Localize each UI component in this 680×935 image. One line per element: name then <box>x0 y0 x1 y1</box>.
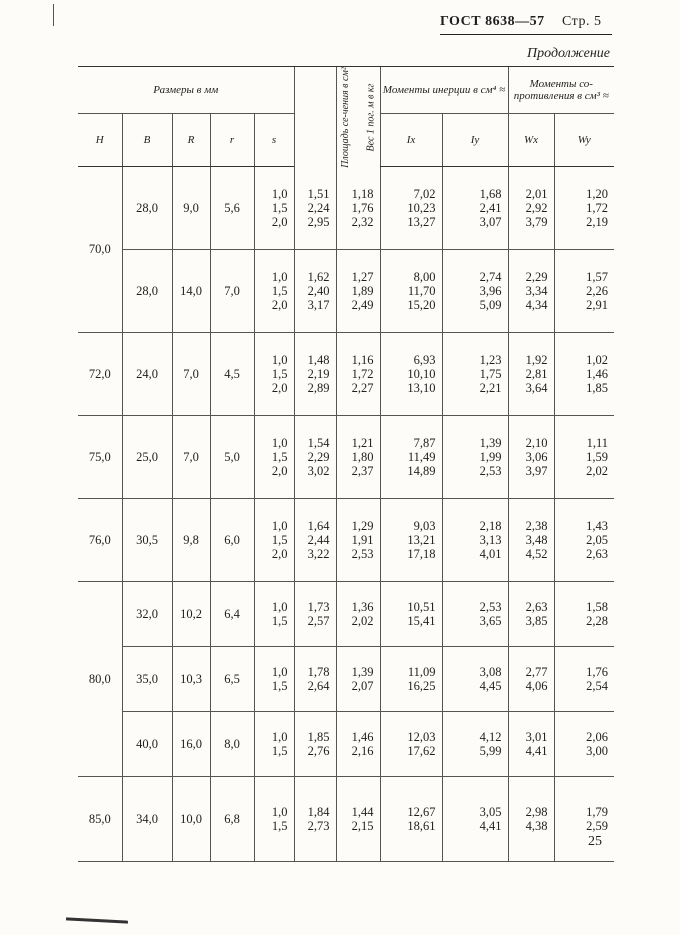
cell-weight <box>336 333 380 416</box>
cell-value: 1,48 <box>307 353 330 367</box>
cell-s <box>254 416 294 499</box>
cell-h: 70,0 <box>88 242 111 256</box>
cell-value: 2,77 <box>525 665 548 679</box>
cell-value: 1,16 <box>351 353 374 367</box>
cell-value: 1,92 <box>525 353 548 367</box>
cell-value: 12,67 <box>407 805 436 819</box>
cell-value: 3,17 <box>307 298 330 312</box>
cell-wy <box>554 416 614 499</box>
cell-ix <box>380 499 442 582</box>
header-sizes: Размеры в мм <box>78 67 294 114</box>
cell-iy <box>442 499 508 582</box>
cell-value: 3,02 <box>307 464 330 478</box>
cell-value: 2,74 <box>479 270 502 284</box>
cell-value: 2,29 <box>525 270 548 284</box>
cell-value: 11,49 <box>407 450 436 464</box>
cell-r-big: 14,0 <box>172 250 210 333</box>
cell-weight <box>336 777 380 862</box>
cell-value: 1,21 <box>351 436 374 450</box>
cell-value: 2,57 <box>307 614 330 628</box>
cell-iy <box>442 333 508 416</box>
cell-value: 4,01 <box>479 547 502 561</box>
cell-value: 1,36 <box>351 600 374 614</box>
cell-b: 32,0 <box>122 582 172 647</box>
col-r-small: r <box>210 114 254 167</box>
cell-value: 1,0 <box>271 270 288 284</box>
cell-value: 4,41 <box>479 819 502 833</box>
cell-b: 28,0 <box>122 167 172 250</box>
table-row <box>78 333 614 416</box>
cell-value: 2,02 <box>351 614 374 628</box>
continuation-label: Продолжение <box>527 46 610 61</box>
cell-weight <box>336 647 380 712</box>
cell-value: 1,5 <box>271 819 288 833</box>
margin-mark <box>53 4 54 26</box>
cell-value: 18,61 <box>407 819 436 833</box>
cell-value: 3,00 <box>586 744 609 758</box>
cell-value: 5,99 <box>479 744 502 758</box>
cell-value: 1,91 <box>351 533 374 547</box>
cell-value: 1,0 <box>271 519 288 533</box>
cell-iy <box>442 647 508 712</box>
cell-value: 2,63 <box>525 600 548 614</box>
cell-wy <box>554 250 614 333</box>
cell-value: 2,26 <box>586 284 609 298</box>
table-row <box>78 250 614 333</box>
cell-s <box>254 167 294 250</box>
cell-value: 2,53 <box>479 600 502 614</box>
cell-value: 7,87 <box>413 436 436 450</box>
cell-wx <box>508 647 554 712</box>
cell-value: 2,54 <box>586 679 609 693</box>
header-rule <box>440 34 612 35</box>
cell-ix <box>380 250 442 333</box>
cell-r-small: 6,4 <box>210 582 254 647</box>
cell-value: 1,39 <box>479 436 502 450</box>
cell-value: 3,01 <box>525 730 548 744</box>
cell-value: 3,05 <box>479 805 502 819</box>
cell-value: 2,44 <box>307 533 330 547</box>
cell-wx <box>508 777 554 862</box>
cell-r-big: 9,8 <box>172 499 210 582</box>
cell-value: 1,46 <box>351 730 374 744</box>
cell-value: 1,5 <box>271 744 288 758</box>
cell-value: 1,23 <box>479 353 502 367</box>
cell-r-small: 6,5 <box>210 647 254 712</box>
cell-value: 14,89 <box>407 464 436 478</box>
cell-value: 1,73 <box>307 600 330 614</box>
cell-value: 8,00 <box>413 270 436 284</box>
cell-value: 4,06 <box>525 679 548 693</box>
cell-r-small: 5,6 <box>210 167 254 250</box>
cell-weight <box>336 499 380 582</box>
cell-value: 3,65 <box>479 614 502 628</box>
cell-area <box>294 416 336 499</box>
cell-value: 1,5 <box>271 679 288 693</box>
cell-value: 17,62 <box>407 744 436 758</box>
cell-value: 2,41 <box>479 201 502 215</box>
cell-value: 2,28 <box>586 614 609 628</box>
cell-value: 1,43 <box>586 519 609 533</box>
cell-value: 2,10 <box>525 436 548 450</box>
cell-value: 1,44 <box>351 805 374 819</box>
cell-s <box>254 499 294 582</box>
cell-value: 4,38 <box>525 819 548 833</box>
cell-wy <box>554 167 614 250</box>
cell-iy <box>442 250 508 333</box>
cell-wx <box>508 499 554 582</box>
cell-area <box>294 333 336 416</box>
cell-wy <box>554 712 614 777</box>
cell-s <box>254 333 294 416</box>
cell-value: 10,51 <box>407 600 436 614</box>
cell-iy <box>442 712 508 777</box>
cell-iy <box>442 167 508 250</box>
cell-value: 3,96 <box>479 284 502 298</box>
cell-b: 30,5 <box>122 499 172 582</box>
scan-mark <box>66 917 128 923</box>
cell-value: 2,91 <box>586 298 609 312</box>
cell-r-small: 6,8 <box>210 777 254 862</box>
table-row <box>78 167 614 250</box>
cell-value: 4,12 <box>479 730 502 744</box>
cell-value: 13,27 <box>407 215 436 229</box>
cell-wx <box>508 582 554 647</box>
cell-value: 3,34 <box>525 284 548 298</box>
cell-wx <box>508 333 554 416</box>
cell-r-small: 6,0 <box>210 499 254 582</box>
header-inertia: Моменты инерции в см⁴ ≈ <box>380 67 508 114</box>
cell-weight <box>336 582 380 647</box>
page-label: Стр. 5 <box>562 14 602 29</box>
cell-b: 34,0 <box>122 777 172 862</box>
cell-value: 1,0 <box>271 187 288 201</box>
cell-value: 1,72 <box>351 367 374 381</box>
cell-value: 1,5 <box>271 367 288 381</box>
cell-value: 1,27 <box>351 270 374 284</box>
cell-wx <box>508 167 554 250</box>
cell-value: 1,57 <box>586 270 609 284</box>
cell-value: 2,19 <box>586 215 609 229</box>
cell-weight <box>336 250 380 333</box>
cell-value: 1,76 <box>351 200 374 215</box>
cell-iy <box>442 416 508 499</box>
cell-value: 2,0 <box>271 464 288 478</box>
cell-value: 2,38 <box>525 519 548 533</box>
cell-area <box>294 167 336 250</box>
cell-area <box>294 582 336 647</box>
cell-value: 1,5 <box>271 201 288 215</box>
cell-weight <box>336 416 380 499</box>
cell-value: 1,79 <box>586 805 609 819</box>
cell-value: 1,84 <box>307 805 330 819</box>
cell-value: 2,92 <box>525 201 548 215</box>
cell-value: 2,27 <box>351 381 374 395</box>
cell-weight <box>336 712 380 777</box>
cell-value: 11,70 <box>407 284 436 298</box>
cell-value: 2,59 <box>586 819 609 833</box>
cell-wy <box>554 333 614 416</box>
cell-value: 1,80 <box>351 450 374 464</box>
cell-value: 2,53 <box>351 547 374 561</box>
cell-value: 1,85 <box>307 730 330 744</box>
cell-h: 72,0 <box>78 333 122 416</box>
profile-table <box>78 66 614 862</box>
cell-value: 16,25 <box>407 679 436 693</box>
cell-r-big: 10,0 <box>172 777 210 862</box>
cell-value: 10,10 <box>407 367 436 381</box>
cell-value: 2,81 <box>525 367 548 381</box>
cell-value: 2,64 <box>307 679 330 693</box>
cell-value: 1,02 <box>586 353 609 367</box>
col-wy: Wy <box>554 114 614 167</box>
col-h: H <box>78 114 122 167</box>
cell-value: 2,0 <box>271 547 288 561</box>
cell-value: 1,75 <box>479 367 502 381</box>
table-row <box>78 777 614 862</box>
cell-value: 12,03 <box>407 730 436 744</box>
table-body <box>78 167 614 862</box>
cell-s <box>254 647 294 712</box>
cell-value: 2,37 <box>351 464 374 478</box>
cell-value: 2,89 <box>307 381 330 395</box>
cell-b: 28,0 <box>122 250 172 333</box>
cell-h: 75,0 <box>78 416 122 499</box>
cell-value: 2,24 <box>307 200 330 215</box>
cell-value: 1,39 <box>351 665 374 679</box>
cell-r-big: 7,0 <box>172 333 210 416</box>
cell-value: 15,20 <box>407 298 436 312</box>
cell-value: 1,51 <box>307 186 330 201</box>
col-iy: Iy <box>442 114 508 167</box>
cell-value: 1,72 <box>586 201 609 215</box>
cell-value: 15,41 <box>407 614 436 628</box>
cell-b: 25,0 <box>122 416 172 499</box>
cell-value: 1,0 <box>271 665 288 679</box>
cell-value: 2,16 <box>351 744 374 758</box>
cell-iy <box>442 777 508 862</box>
cell-ix <box>380 712 442 777</box>
cell-value: 2,07 <box>351 679 374 693</box>
table-row <box>78 712 614 777</box>
cell-value: 3,97 <box>525 464 548 478</box>
cell-s <box>254 777 294 862</box>
cell-area <box>294 712 336 777</box>
cell-value: 2,21 <box>479 381 502 395</box>
header-area: Площадь се-чения в см² <box>294 67 336 167</box>
cell-value: 2,32 <box>351 214 374 229</box>
cell-area <box>294 499 336 582</box>
table-row <box>78 647 614 712</box>
cell-value: 1,5 <box>271 284 288 298</box>
cell-value: 3,22 <box>307 547 330 561</box>
cell-value: 1,54 <box>307 436 330 450</box>
cell-value: 11,09 <box>407 665 436 679</box>
cell-value: 2,73 <box>307 819 330 833</box>
cell-value: 2,98 <box>525 805 548 819</box>
cell-value: 2,06 <box>586 730 609 744</box>
cell-value: 4,45 <box>479 679 502 693</box>
cell-value: 1,59 <box>586 450 609 464</box>
cell-value: 1,5 <box>271 450 288 464</box>
cell-b: 40,0 <box>122 712 172 777</box>
header-resistance: Моменты со-противления в см³ ≈ <box>508 67 614 114</box>
cell-r-small: 4,5 <box>210 333 254 416</box>
cell-value: 2,76 <box>307 744 330 758</box>
cell-s <box>254 250 294 333</box>
header-weight: Вес 1 пог. м в кг <box>336 67 380 167</box>
cell-value: 13,10 <box>407 381 436 395</box>
cell-value: 3,08 <box>479 665 502 679</box>
cell-r-big: 9,0 <box>172 167 210 250</box>
cell-wx <box>508 712 554 777</box>
cell-ix <box>380 416 442 499</box>
cell-value: 2,49 <box>351 298 374 312</box>
cell-wx <box>508 250 554 333</box>
cell-weight <box>336 167 380 250</box>
cell-value: 3,64 <box>525 381 548 395</box>
cell-value: 1,99 <box>479 450 502 464</box>
cell-wy <box>554 777 614 862</box>
cell-r-big: 10,2 <box>172 582 210 647</box>
cell-value: 17,18 <box>407 547 436 561</box>
page-header <box>440 14 616 30</box>
cell-value: 2,95 <box>307 214 330 229</box>
cell-value: 1,29 <box>351 519 374 533</box>
cell-ix <box>380 333 442 416</box>
cell-value: 2,02 <box>586 464 609 478</box>
cell-value: 1,68 <box>479 187 502 201</box>
cell-value: 2,0 <box>271 381 288 395</box>
table-row <box>78 499 614 582</box>
cell-value: 3,79 <box>525 215 548 229</box>
cell-value: 2,01 <box>525 187 548 201</box>
cell-value: 2,15 <box>351 819 374 833</box>
cell-value: 2,18 <box>479 519 502 533</box>
cell-wy <box>554 499 614 582</box>
cell-value: 1,62 <box>307 270 330 284</box>
cell-value: 3,13 <box>479 533 502 547</box>
col-wx: Wx <box>508 114 554 167</box>
cell-value: 5,09 <box>479 298 502 312</box>
cell-r-big: 16,0 <box>172 712 210 777</box>
cell-value: 1,76 <box>586 665 609 679</box>
cell-value: 2,40 <box>307 284 330 298</box>
cell-area <box>294 647 336 712</box>
cell-b: 35,0 <box>122 647 172 712</box>
cell-value: 1,5 <box>271 533 288 547</box>
cell-value: 1,11 <box>586 436 609 450</box>
cell-value: 3,85 <box>525 614 548 628</box>
cell-value: 3,48 <box>525 533 548 547</box>
cell-h: 85,0 <box>78 777 122 862</box>
cell-value: 2,29 <box>307 450 330 464</box>
cell-value: 7,02 <box>413 187 436 201</box>
cell-h: 76,0 <box>78 499 122 582</box>
cell-r-big: 10,3 <box>172 647 210 712</box>
col-b: B <box>122 114 172 167</box>
cell-wx <box>508 416 554 499</box>
cell-h: 80,0 <box>78 582 122 777</box>
cell-value: 2,53 <box>479 464 502 478</box>
cell-value: 6,93 <box>413 353 436 367</box>
col-s: s <box>254 114 294 167</box>
cell-value: 1,20 <box>586 187 609 201</box>
cell-ix <box>380 582 442 647</box>
table-row <box>78 582 614 647</box>
cell-value: 4,52 <box>525 547 548 561</box>
table-row <box>78 416 614 499</box>
cell-wy <box>554 582 614 647</box>
cell-r-small: 7,0 <box>210 250 254 333</box>
cell-value: 10,23 <box>407 201 436 215</box>
cell-ix <box>380 647 442 712</box>
cell-value: 2,0 <box>271 215 288 229</box>
cell-value: 1,0 <box>271 730 288 744</box>
cell-area <box>294 777 336 862</box>
cell-s <box>254 582 294 647</box>
cell-ix <box>380 777 442 862</box>
cell-value: 3,07 <box>479 215 502 229</box>
cell-ix <box>380 167 442 250</box>
cell-value: 4,41 <box>525 744 548 758</box>
cell-value: 2,05 <box>586 533 609 547</box>
cell-s <box>254 712 294 777</box>
cell-value: 1,85 <box>586 381 609 395</box>
cell-value: 1,46 <box>586 367 609 381</box>
cell-iy <box>442 582 508 647</box>
cell-r-big: 7,0 <box>172 416 210 499</box>
cell-value: 1,64 <box>307 519 330 533</box>
cell-value: 2,0 <box>271 298 288 312</box>
cell-r-small: 5,0 <box>210 416 254 499</box>
standard-number: ГОСТ 8638—57 <box>440 14 545 29</box>
cell-value: 1,18 <box>351 186 374 201</box>
cell-value: 1,0 <box>271 805 288 819</box>
cell-value: 2,19 <box>307 367 330 381</box>
page-number: 25 <box>588 834 602 849</box>
cell-value: 13,21 <box>407 533 436 547</box>
cell-value: 3,06 <box>525 450 548 464</box>
cell-wy <box>554 647 614 712</box>
cell-value: 1,78 <box>307 665 330 679</box>
col-r-big: R <box>172 114 210 167</box>
col-ix: Ix <box>380 114 442 167</box>
cell-value: 1,0 <box>271 600 288 614</box>
cell-value: 4,34 <box>525 298 548 312</box>
cell-value: 1,58 <box>586 600 609 614</box>
cell-b: 24,0 <box>122 333 172 416</box>
cell-value: 1,5 <box>271 614 288 628</box>
cell-value: 1,89 <box>351 284 374 298</box>
cell-value: 1,0 <box>271 436 288 450</box>
cell-area <box>294 250 336 333</box>
cell-value: 1,0 <box>271 353 288 367</box>
cell-r-small: 8,0 <box>210 712 254 777</box>
cell-value: 9,03 <box>413 519 436 533</box>
cell-value: 2,63 <box>586 547 609 561</box>
